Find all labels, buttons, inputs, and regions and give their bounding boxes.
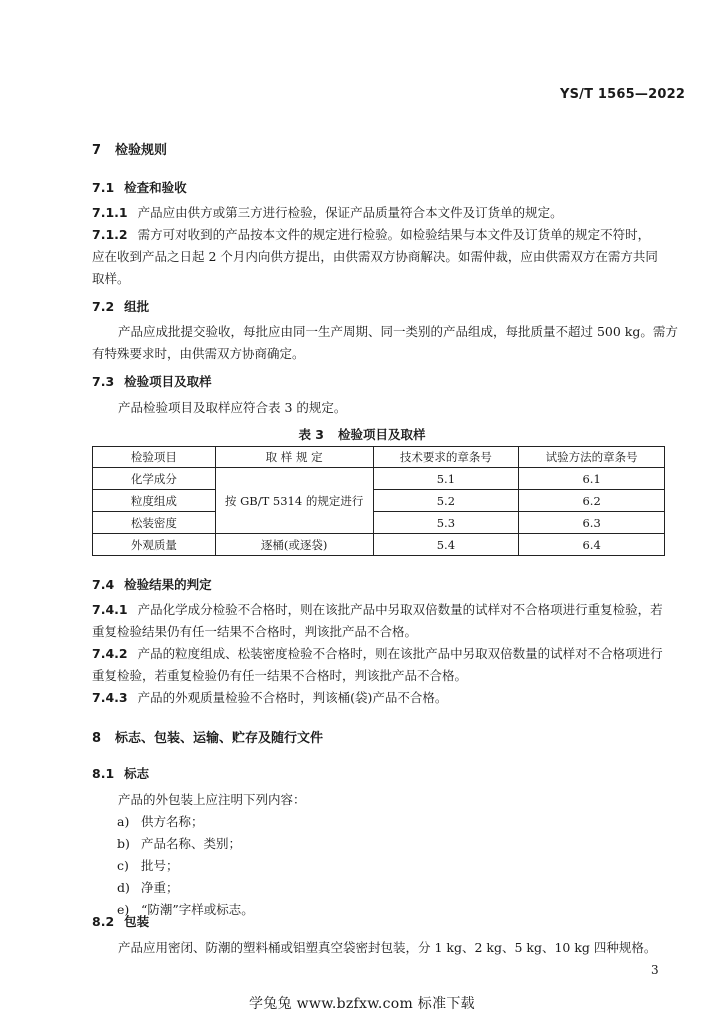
table-cell-item: 松装密度 (93, 512, 216, 534)
clause-number: 7.4.1 (92, 602, 128, 617)
list-text: 产品名称、类别； (141, 836, 242, 851)
section-title: 检验结果的判定 (124, 577, 212, 592)
table-cell-req: 5.2 (373, 490, 519, 512)
table-cell-item: 化学成分 (93, 468, 216, 490)
table-row (93, 512, 665, 534)
table-3-caption (0, 425, 724, 443)
section-number: 7.2 (92, 299, 115, 314)
section-title: 标志 (124, 766, 150, 781)
table-cell-req: 5.4 (373, 534, 519, 556)
clause-text: 需方可对收到的产品按本文件的规定进行检验。如检验结果与本文件及订货单的规定不符时， (137, 227, 651, 242)
list-text: “防潮”字样或标志。 (141, 902, 254, 917)
clause-7-4-2-line1 (92, 643, 663, 665)
clause-7-4-1-line1 (92, 599, 663, 621)
table-caption-number: 表 3 (298, 427, 325, 442)
section-8-heading (92, 727, 323, 746)
section-7-3-text: 产品检验项目及取样应符合表 3 的规定。 (118, 400, 347, 415)
clause-7-4-2-line2: 重复检验，若重复检验仍有任一结果不合格时，判该批产品不合格。 (92, 668, 468, 683)
section-title: 包装 (124, 914, 150, 929)
table-row (93, 468, 665, 490)
table-header-cell: 检验项目 (93, 447, 216, 468)
section-number: 8.2 (92, 914, 115, 929)
table-cell-method: 6.3 (519, 512, 665, 534)
section-title: 标志、包装、运输、贮存及随行文件 (115, 731, 324, 746)
list-item (117, 811, 204, 833)
section-8-1-heading (92, 764, 149, 782)
list-item (117, 833, 241, 855)
section-7-3-heading (92, 372, 212, 390)
table-caption-title: 检验项目及取样 (338, 427, 426, 442)
list-text: 净重； (141, 880, 179, 895)
table-cell-sampling: 逐桶(或逐袋) (215, 534, 373, 556)
clause-number: 7.4.3 (92, 690, 128, 705)
clause-text: 产品的粒度组成、松装密度检验不合格时，则在该批产品中另取双倍数量的试样对不合格项进行 (137, 646, 663, 661)
list-text: 批号； (141, 858, 179, 873)
section-number: 8 (92, 731, 102, 746)
table-header-cell: 技术要求的章条号 (373, 447, 519, 468)
section-7-2-line2: 有特殊要求时，由供需双方协商确定。 (92, 346, 305, 361)
list-item (117, 877, 179, 899)
list-marker: e) (117, 902, 130, 917)
table-cell-method: 6.1 (519, 468, 665, 490)
list-marker: d) (117, 880, 130, 895)
table-cell-req: 5.3 (373, 512, 519, 534)
section-title: 组批 (124, 299, 150, 314)
section-8-2-heading (92, 912, 149, 930)
table-cell-merged-sampling: 按 GB/T 5314 的规定进行 (215, 468, 373, 534)
clause-text: 产品应由供方或第三方进行检验，保证产品质量符合本文件及订货单的规定。 (137, 205, 563, 220)
section-number: 7.3 (92, 374, 115, 389)
table-cell-item: 粒度组成 (93, 490, 216, 512)
clause-7-1-1 (92, 202, 563, 224)
section-number: 7.1 (92, 180, 115, 195)
table-row (93, 534, 665, 556)
table-cell-item: 外观质量 (93, 534, 216, 556)
section-title: 检验规则 (115, 143, 168, 158)
table-cell-method: 6.2 (519, 490, 665, 512)
section-7-heading (92, 139, 167, 158)
section-number: 7.4 (92, 577, 115, 592)
clause-number: 7.1.2 (92, 227, 128, 242)
section-7-2-line1: 产品应成批提交验收，每批应由同一生产周期、同一类别的产品组成，每批质量不超过 500 kg。需方 (118, 324, 678, 339)
section-8-1-intro: 产品的外包装上应注明下列内容： (118, 792, 306, 807)
clause-text: 产品的外观质量检验不合格时，判该桶(袋)产品不合格。 (137, 690, 448, 705)
clause-text: 产品化学成分检验不合格时，则在该批产品中另取双倍数量的试样对不合格项进行重复检验，若 (137, 602, 663, 617)
section-title: 检验项目及取样 (124, 374, 212, 389)
clause-7-1-2-line1 (92, 224, 650, 246)
list-marker: b) (117, 836, 130, 851)
list-item (117, 855, 179, 877)
list-text: 供方名称； (141, 814, 204, 829)
page-number: 3 (651, 963, 659, 977)
table-header-cell: 取 样 规 定 (215, 447, 373, 468)
table-cell-method: 6.4 (519, 534, 665, 556)
table-cell-req: 5.1 (373, 468, 519, 490)
section-7-1-heading (92, 178, 187, 196)
section-number: 8.1 (92, 766, 115, 781)
section-title: 检查和验收 (124, 180, 187, 195)
section-7-4-heading (92, 575, 212, 593)
section-7-2-heading (92, 297, 149, 315)
watermark-footer: 学兔兔 www.bzfxw.com 标准下载 (249, 996, 475, 1012)
clause-number: 7.1.1 (92, 205, 128, 220)
table-header-cell: 试验方法的章条号 (519, 447, 665, 468)
list-marker: a) (117, 814, 130, 829)
clause-7-1-2-line3: 取样。 (92, 271, 130, 286)
section-8-2-text: 产品应用密闭、防潮的塑料桶或铝塑真空袋密封包装，分 1 kg、2 kg、5 kg、10 kg 四种规格。 (118, 940, 657, 955)
table-header-row (93, 447, 665, 468)
table-row (93, 490, 665, 512)
clause-7-4-1-line2: 重复检验结果仍有任一结果不合格时，判该批产品不合格。 (92, 624, 418, 639)
clause-7-4-3 (92, 687, 447, 709)
document-number: YS/T 1565—2022 (560, 87, 686, 102)
list-marker: c) (117, 858, 129, 873)
clause-number: 7.4.2 (92, 646, 128, 661)
section-number: 7 (92, 143, 102, 158)
clause-7-1-2-line2: 应在收到产品之日起 2 个月内向供方提出，由供需双方协商解决。如需仲裁，应由供需双方在需方共同 (92, 249, 658, 264)
table-3 (92, 446, 665, 556)
